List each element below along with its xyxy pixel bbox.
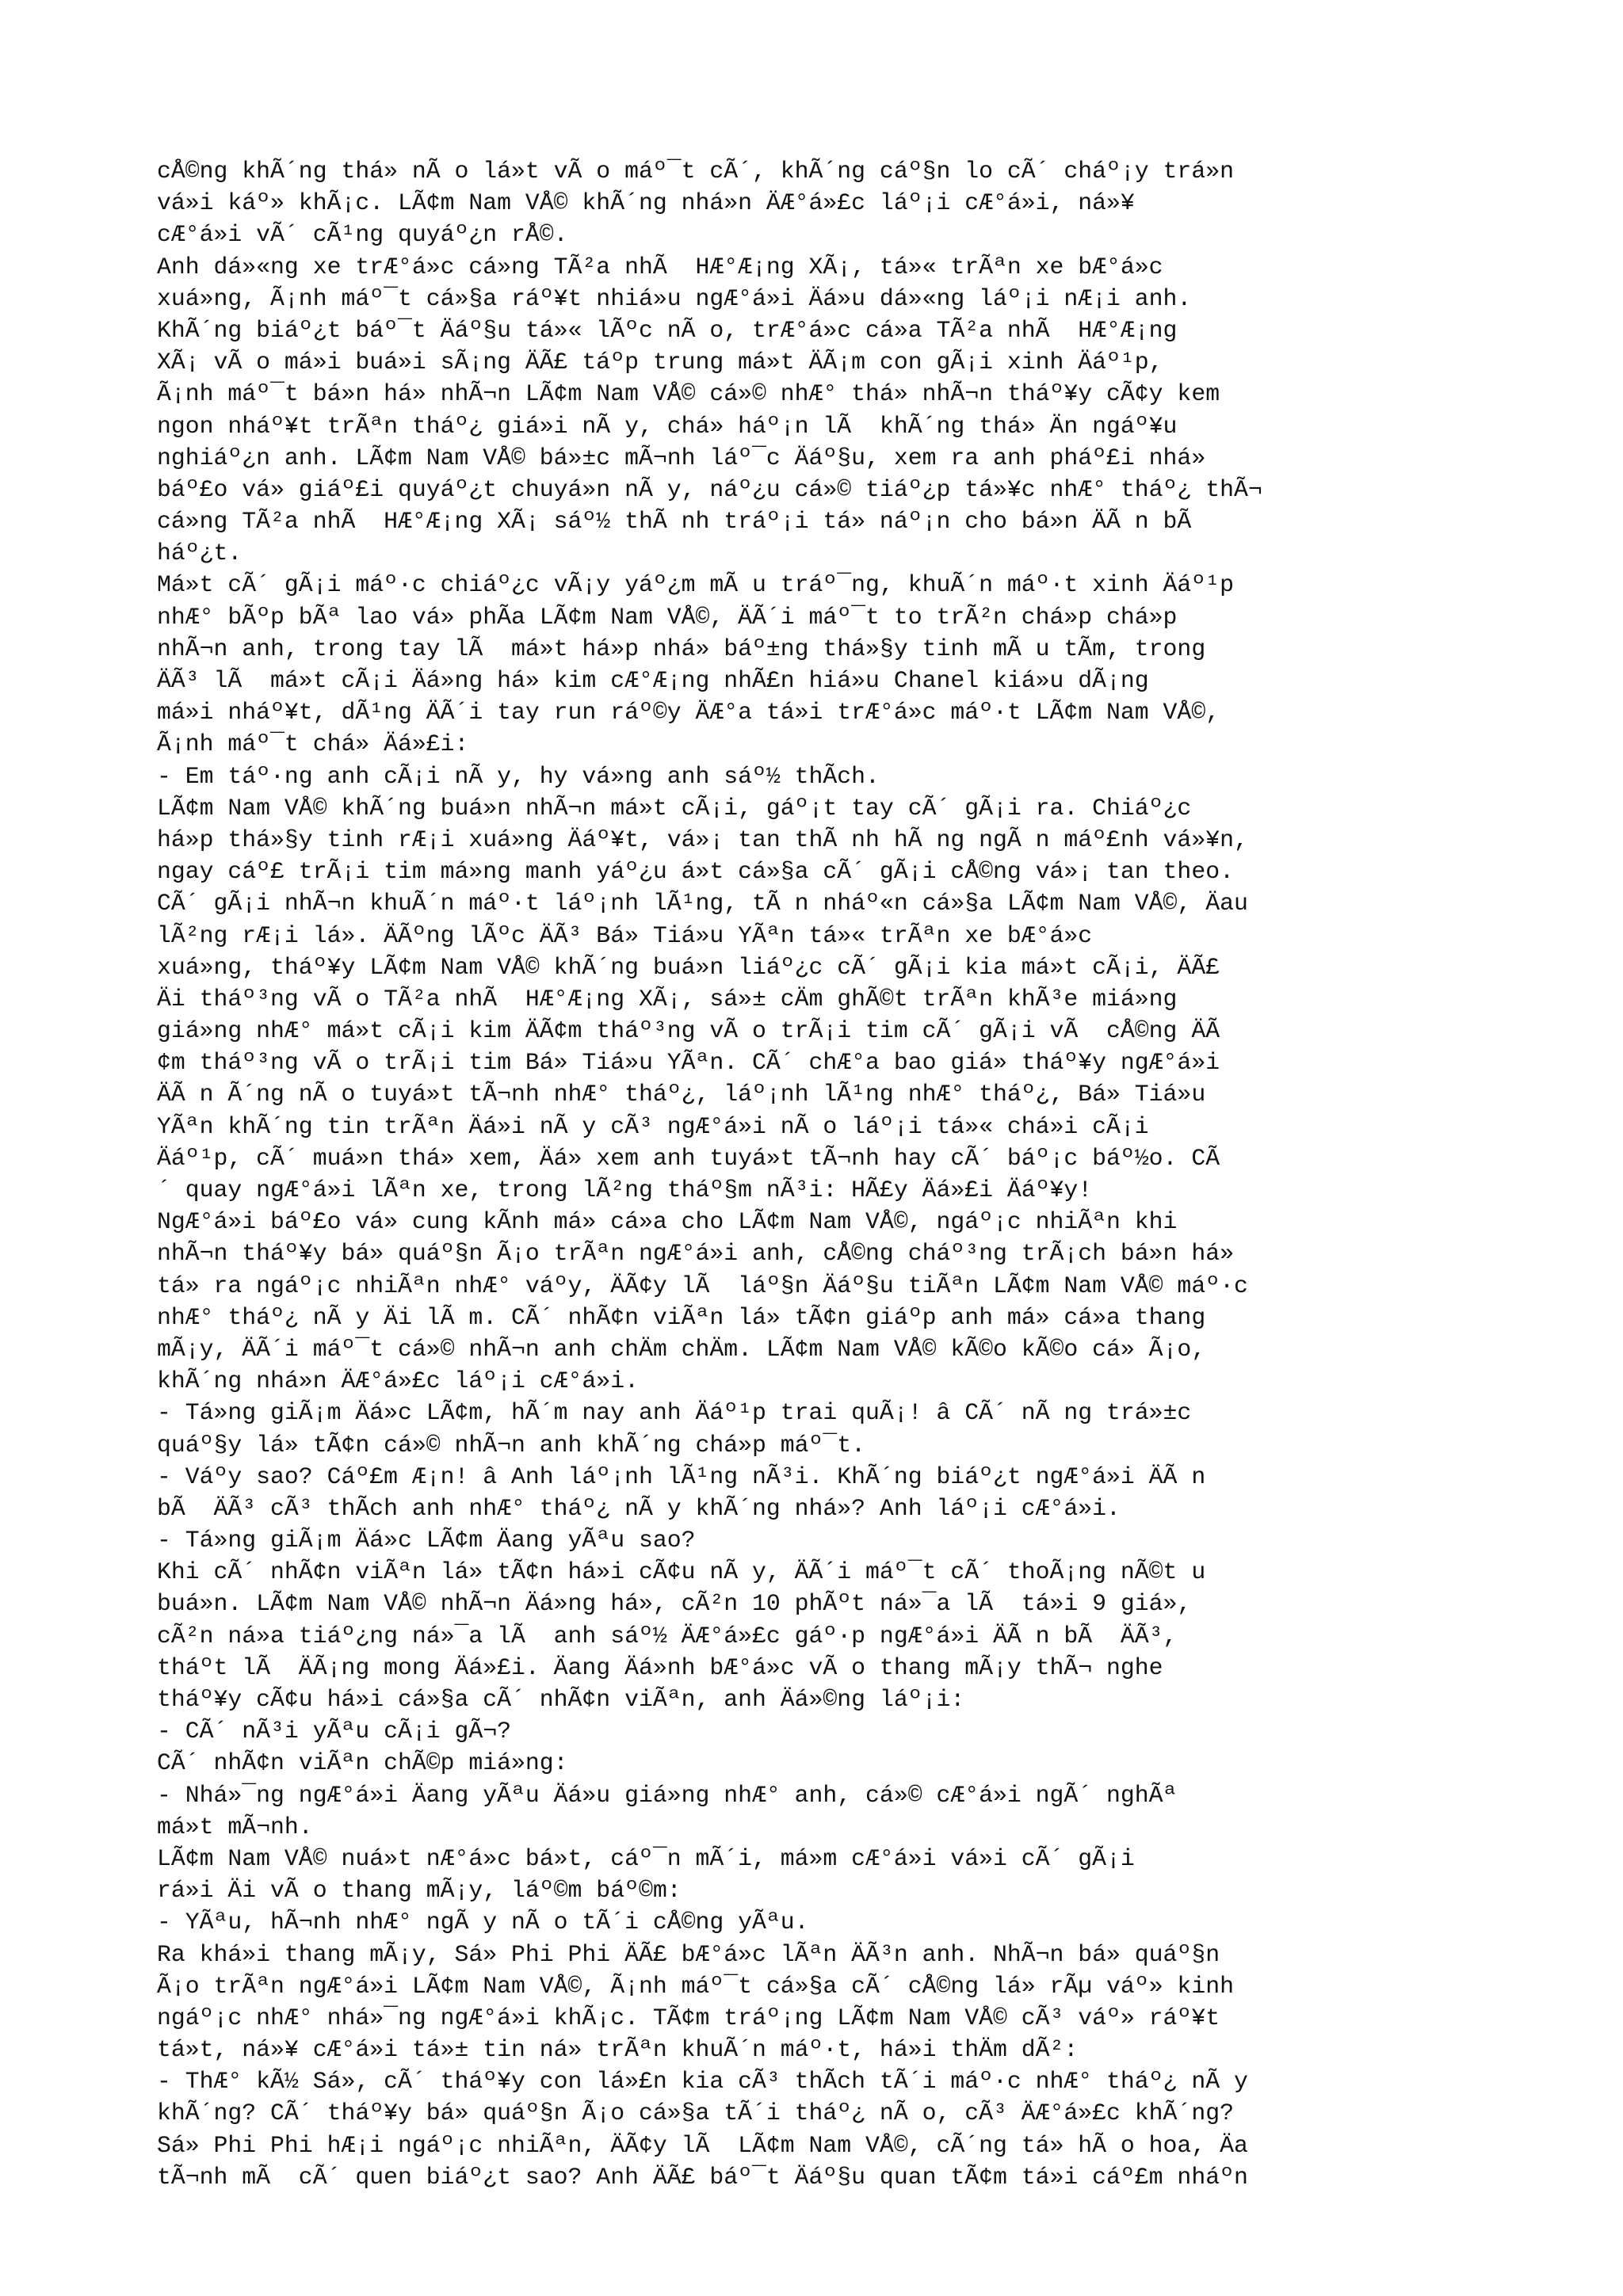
text-line: bÃ ÄÃ³ cÃ³ thÃch anh nhÆ° tháº¿ nÃ y khÃ´ng nhá»? Anh láº¡i cÆ°á»i. bbox=[157, 1494, 1121, 1522]
text-line: Ã¡nh máº¯t bá»n há» nhÃ¬n LÃ¢m Nam VÅ© cá»© nhÆ° thá» nhÃ¬n tháº¥y cÃ¢y kem bbox=[157, 380, 1220, 408]
text-line: XÃ¡ vÃ o má»i buá»i sÃ¡ng ÄÃ£ táºp trung má»t ÄÃ¡m con gÃ¡i xinh Äáº¹p, bbox=[157, 349, 1163, 376]
text-line: - Nhá»¯ng ngÆ°á»i Äang yÃªu Äá»u giá»ng nhÆ° anh, cá»© cÆ°á»i ngÃ´ nghÃª bbox=[157, 1781, 1178, 1809]
text-line: ÄÃ³ lÃ má»t cÃ¡i Äá»ng há» kim cÆ°Æ¡ng nhÃ£n hiá»u Chanel kiá»u dÃ¡ng bbox=[157, 667, 1149, 694]
text-line: nhÃ¬n tháº¥y bá» quáº§n Ã¡o trÃªn ngÆ°á»i anh, cÅ©ng cháº³ng trÃ¡ch bá»n há» bbox=[157, 1240, 1234, 1268]
text-line: CÃ´ gÃ¡i nhÃ¬n khuÃ´n máº·t láº¡nh lÃ¹ng, tÃ n nháº«n cá»§a LÃ¢m Nam VÅ©, Äau bbox=[157, 890, 1248, 917]
text-line: khÃ´ng nhá»n ÄÆ°á»£c láº¡i cÆ°á»i. bbox=[157, 1367, 639, 1395]
text-line: ngáº¡c nhÆ° nhá»¯ng ngÆ°á»i khÃ¡c. TÃ¢m tráº¡ng LÃ¢m Nam VÅ© cÃ³ váº» ráº¥t bbox=[157, 2004, 1220, 2031]
text-line: - Em táº·ng anh cÃ¡i nÃ y, hy vá»ng anh sáº½ thÃch. bbox=[157, 762, 880, 790]
text-line: rá»i Äi vÃ o thang mÃ¡y, láº©m báº©m: bbox=[157, 1877, 682, 1905]
text-line: tÃ¬nh mÃ cÃ´ quen biáº¿t sao? Anh ÄÃ£ báº¯t Äáº§u quan tÃ¢m tá»i cáº£m nháºn bbox=[157, 2163, 1248, 2191]
text-line: cÃ²n ná»a tiáº¿ng ná»¯a lÃ anh sáº½ ÄÆ°á»£c gáº·p ngÆ°á»i ÄÃ n bÃ ÄÃ³, bbox=[157, 1622, 1178, 1650]
text-line: báº£o vá» giáº£i quyáº¿t chuyá»n nÃ y, náº¿u cá»© tiáº¿p tá»¥c nhÆ° tháº¿ thÃ¬ bbox=[157, 475, 1262, 503]
text-line: Má»t cÃ´ gÃ¡i máº·c chiáº¿c vÃ¡y yáº¿m mÃ u tráº¯ng, khuÃ´n máº·t xinh Äáº¹p bbox=[157, 571, 1234, 599]
text-line: tháºt lÃ ÄÃ¡ng mong Äá»£i. Äang Äá»nh bÆ°á»c vÃ o thang mÃ¡y thÃ¬ nghe bbox=[157, 1653, 1163, 1681]
text-line: Äi tháº³ng vÃ o TÃ²a nhÃ HÆ°Æ¡ng XÃ¡, sá»± cÄm ghÃ©t trÃªn khÃ³e miá»ng bbox=[157, 985, 1178, 1013]
text-line: LÃ¢m Nam VÅ© khÃ´ng buá»n nhÃ¬n má»t cÃ¡i, gáº¡t tay cÃ´ gÃ¡i ra. Chiáº¿c bbox=[157, 794, 1192, 822]
text-line: KhÃ´ng biáº¿t báº¯t Äáº§u tá»« lÃºc nÃ o, trÆ°á»c cá»a TÃ²a nhÃ HÆ°Æ¡ng bbox=[157, 316, 1178, 344]
text-line: háº¿t. bbox=[157, 540, 242, 567]
text-line: mÃ¡y, ÄÃ´i máº¯t cá»© nhÃ¬n anh chÄm chÄm. LÃ¢m Nam VÅ© kÃ©o kÃ©o cá» Ã¡o, bbox=[157, 1335, 1206, 1363]
text-line: xuá»ng, Ã¡nh máº¯t cá»§a ráº¥t nhiá»u ngÆ°á»i Äá»u dá»«ng láº¡i nÆ¡i anh. bbox=[157, 284, 1192, 312]
text-line: ngon nháº¥t trÃªn tháº¿ giá»i nÃ y, chá» háº¡n lÃ khÃ´ng thá» Än ngáº¥u bbox=[157, 412, 1178, 440]
text-line: vá»i káº» khÃ¡c. LÃ¢m Nam VÅ© khÃ´ng nhá»n ÄÆ°á»£c láº¡i cÆ°á»i, ná»¥ bbox=[157, 189, 1135, 217]
text-line: ngay cáº£ trÃ¡i tim má»ng manh yáº¿u á»t cá»§a cÃ´ gÃ¡i cÅ©ng vá»¡ tan theo. bbox=[157, 858, 1234, 886]
text-line: giá»ng nhÆ° má»t cÃ¡i kim ÄÃ¢m tháº³ng vÃ o trÃ¡i tim cÃ´ gÃ¡i vÃ cÅ©ng ÄÃ bbox=[157, 1017, 1220, 1045]
text-line: Äáº¹p, cÃ´ muá»n thá» xem, Äá» xem anh tuyá»t tÃ¬nh hay cÃ´ báº¡c báº½o. CÃ bbox=[157, 1144, 1220, 1172]
text-line: ´ quay ngÆ°á»i lÃªn xe, trong lÃ²ng tháº§m nÃ³i: HÃ£y Äá»£i Äáº¥y! bbox=[157, 1177, 1093, 1203]
text-line: nhÆ° tháº¿ nÃ y Äi lÃ m. CÃ´ nhÃ¢n viÃªn lá» tÃ¢n giáºp anh má» cá»a thang bbox=[157, 1303, 1206, 1331]
text-line: khÃ´ng? CÃ´ tháº¥y bá» quáº§n Ã¡o cá»§a tÃ´i tháº¿ nÃ o, cÃ³ ÄÆ°á»£c khÃ´ng? bbox=[157, 2100, 1234, 2127]
text-line: Khi cÃ´ nhÃ¢n viÃªn lá» tÃ¢n há»i cÃ¢u nÃ y, ÄÃ´i máº¯t cÃ´ thoÃ¡ng nÃ©t u bbox=[157, 1558, 1206, 1586]
text-line: - Tá»ng giÃ¡m Äá»c LÃ¢m, hÃ´m nay anh Äáº¹p trai quÃ¡! â CÃ´ nÃ ng trá»±c bbox=[157, 1399, 1192, 1427]
text-line: ÄÃ n Ã´ng nÃ o tuyá»t tÃ¬nh nhÆ° tháº¿, láº¡nh lÃ¹ng nhÆ° tháº¿, Bá» Tiá»u bbox=[157, 1081, 1206, 1108]
text-line: nhÆ° bÃºp bÃª lao vá» phÃa LÃ¢m Nam VÅ©, ÄÃ´i máº¯t to trÃ²n chá»p chá»p bbox=[157, 603, 1178, 631]
text-line: LÃ¢m Nam VÅ© nuá»t nÆ°á»c bá»t, cáº¯n mÃ´i, má»m cÆ°á»i vá»i cÃ´ gÃ¡i bbox=[157, 1844, 1135, 1872]
text-line: Ã¡o trÃªn ngÆ°á»i LÃ¢m Nam VÅ©, Ã¡nh máº¯t cá»§a cÃ´ cÅ©ng lá» rÃµ váº» kinh bbox=[157, 1972, 1234, 2000]
text-line: NgÆ°á»i báº£o vá» cung kÃnh má» cá»a cho LÃ¢m Nam VÅ©, ngáº¡c nhiÃªn khi bbox=[157, 1208, 1178, 1236]
text-line: buá»n. LÃ¢m Nam VÅ© nhÃ¬n Äá»ng há», cÃ²n 10 phÃºt ná»¯a lÃ tá»i 9 giá», bbox=[157, 1590, 1192, 1618]
text-line: há»p thá»§y tinh rÆ¡i xuá»ng Äáº¥t, vá»¡ tan thÃ nh hÃ ng ngÃ n máº£nh vá»¥n, bbox=[157, 826, 1248, 853]
text-line: nghiáº¿n anh. LÃ¢m Nam VÅ© bá»±c mÃ¬nh láº¯c Äáº§u, xem ra anh pháº£i nhá» bbox=[157, 444, 1206, 471]
text-line: tá»t, ná»¥ cÆ°á»i tá»± tin ná» trÃªn khuÃ´n máº·t, há»i thÄm dÃ²: bbox=[157, 2036, 1079, 2064]
text-line: má»i nháº¥t, dÃ¹ng ÄÃ´i tay run ráº©y ÄÆ°a tá»i trÆ°á»c máº·t LÃ¢m Nam VÅ©, bbox=[157, 699, 1220, 727]
text-line: cÆ°á»i vÃ´ cÃ¹ng quyáº¿n rÅ©. bbox=[157, 221, 568, 249]
text-line: cÅ©ng khÃ´ng thá» nÃ o lá»t vÃ o máº¯t cÃ´, khÃ´ng cáº§n lo cÃ´ cháº¡y trá»n bbox=[157, 158, 1234, 185]
text-line: - Váºy sao? Cáº£m Æ¡n! â Anh láº¡nh lÃ¹ng nÃ³i. KhÃ´ng biáº¿t ngÆ°á»i ÄÃ n bbox=[157, 1463, 1206, 1490]
text-line: Ra khá»i thang mÃ¡y, Sá» Phi Phi ÄÃ£ bÆ°á»c lÃªn ÄÃ³n anh. NhÃ¬n bá» quáº§n bbox=[157, 1940, 1220, 1968]
text-line: CÃ´ nhÃ¢n viÃªn chÃ©p miá»ng: bbox=[157, 1749, 568, 1777]
text-line: nhÃ¬n anh, trong tay lÃ má»t há»p nhá» báº±ng thá»§y tinh mÃ u tÃm, trong bbox=[157, 635, 1206, 662]
text-line: Sá» Phi Phi hÆ¡i ngáº¡c nhiÃªn, ÄÃ¢y lÃ LÃ¢m Nam VÅ©, cÃ´ng tá» hÃ o hoa, Äa bbox=[157, 2131, 1248, 2159]
text-line: - YÃªu, hÃ¬nh nhÆ° ngÃ y nÃ o tÃ´i cÅ©ng yÃªu. bbox=[157, 1909, 809, 1936]
text-line: xuá»ng, tháº¥y LÃ¢m Nam VÅ© khÃ´ng buá»n liáº¿c cÃ´ gÃ¡i kia má»t cÃ¡i, ÄÃ£ bbox=[157, 953, 1220, 981]
text-line: - ThÆ° kÃ½ Sá», cÃ´ tháº¥y con lá»£n kia cÃ³ thÃch tÃ´i máº·c nhÆ° tháº¿ nÃ y bbox=[157, 2068, 1248, 2096]
text-line: - CÃ´ nÃ³i yÃªu cÃ¡i gÃ¬? bbox=[157, 1718, 512, 1745]
text-line: - Tá»ng giÃ¡m Äá»c LÃ¢m Äang yÃªu sao? bbox=[157, 1527, 696, 1554]
text-line: YÃªn khÃ´ng tin trÃªn Äá»i nÃ y cÃ³ ngÆ°á»i nÃ o láº¡i tá»« chá»i cÃ¡i bbox=[157, 1112, 1149, 1140]
text-line: tháº¥y cÃ¢u há»i cá»§a cÃ´ nhÃ¢n viÃªn, anh Äá»©ng láº¡i: bbox=[157, 1686, 965, 1713]
text-line: quáº§y lá» tÃ¢n cá»© nhÃ¬n anh khÃ´ng chá»p máº¯t. bbox=[157, 1431, 866, 1459]
text-line: ¢m tháº³ng vÃ o trÃ¡i tim Bá» Tiá»u YÃªn. CÃ´ chÆ°a bao giá» tháº¥y ngÆ°á»i bbox=[157, 1049, 1220, 1077]
text-line: lÃ²ng rÆ¡i lá». ÄÃºng lÃºc ÄÃ³ Bá» Tiá»u YÃªn tá»« trÃªn xe bÆ°á»c bbox=[157, 921, 1093, 949]
text-line: cá»ng TÃ²a nhÃ HÆ°Æ¡ng XÃ¡ sáº½ thÃ nh tráº¡i tá» náº¡n cho bá»n ÄÃ n bÃ bbox=[157, 508, 1206, 536]
document-body bbox=[157, 155, 1472, 2193]
text-line: tá» ra ngáº¡c nhiÃªn nhÆ° váºy, ÄÃ¢y lÃ láº§n Äáº§u tiÃªn LÃ¢m Nam VÅ© máº·c bbox=[157, 1272, 1248, 1299]
text-line: Anh dá»«ng xe trÆ°á»c cá»ng TÃ²a nhÃ HÆ°Æ¡ng XÃ¡, tá»« trÃªn xe bÆ°á»c bbox=[157, 253, 1163, 280]
text-line: má»t mÃ¬nh. bbox=[157, 1813, 313, 1840]
text-line: Ã¡nh máº¯t chá» Äá»£i: bbox=[157, 730, 469, 758]
